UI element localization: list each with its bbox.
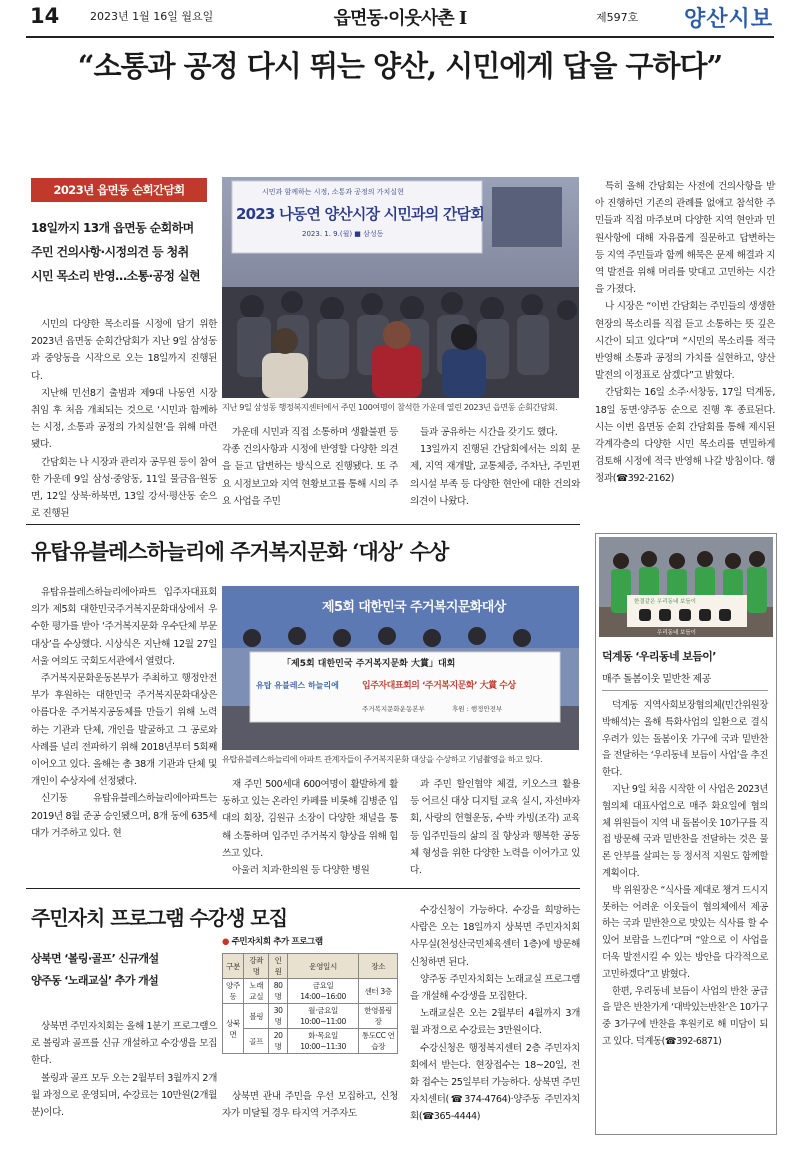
table-cell: 20명	[269, 1029, 287, 1054]
table-row	[223, 1004, 398, 1029]
sidebar-body	[602, 698, 768, 1051]
photo1-banner-line1: 시민과 함께하는 시정, 소통과 공정의 가치실현	[262, 188, 404, 196]
body-text: 특히 올해 간담회는 사전에 건의사항을 받아 진행하던 기존의 관례를 없애고 참석한 주민들과 직접 마주보며 다양한 지역 현안과 민원사항에 대해 자유롭게 질문하고 답변하는 등 지역 주민들과 함께 해묵은 문제 해결과 지역 발전을 위해 머리를 맞대고 고민하는 시간을 가졌다. 나 시장은 “이번 간담회는 주민들의 생생한 현장의 목소리를 직접 듣고 소통하는 뜻 깊은 시간이 되고 있다”며 “시민의 목소리를 적극 반영해 소통과 공정의 가치를 실현하고, 양산 발전의 이정표로 삼겠다”고 밝혔다. 간담회는 16일 소주·서창동, 17일 덕계동, 18일 동면·양주동 순으로 진행 후 종료된다. 시는 이번 읍면동 순회 간담회를 통해 제시된 각계각층의 다양한 시민 목소리를 면밀하게 검토해 시정에 적극 반영해 나갈 방침이다. 행정과(☎392-2162)	[595, 181, 775, 485]
article2-photo-caption: 유탑유블레스하늘리에 아파트 관계자들이 주거복지문화 대상을 수상하고 기념촬영을 하고 있다.	[222, 754, 543, 764]
table-header-cell: 강좌명	[243, 954, 268, 979]
masthead	[0, 0, 800, 90]
table-cell: 센터 3층	[359, 979, 398, 1004]
article1-col4	[595, 178, 775, 488]
photo2-placard-top: 「제5회 대한민국 주거복지문화 大賞」대회	[282, 659, 456, 669]
article3-col3	[410, 902, 580, 1126]
body-text: 재 주민 500세대 600여명이 활발하게 활동하고 있는 온라인 카페를 비롯해 김병준 입대의 회장, 김원규 소장이 다양한 채널을 통해 소통하며 입주민 주거복지 향상을 위해 힘쓰고 있다. 아울러 치과·한의원 등 다양한 병원	[222, 779, 398, 877]
article3-col2	[222, 1088, 398, 1122]
article3-subhead: 상북면 ‘볼링·골프’ 신규개설 양주동 ‘노래교실’ 추가 개설	[31, 952, 159, 987]
program-table-title: ● 주민자치회 추가 프로그램	[222, 937, 323, 947]
table-cell: 금요일 14:00~16:00	[287, 979, 358, 1004]
program-table	[222, 953, 398, 1054]
table-header-cell: 인원	[269, 954, 287, 979]
article2-col2	[222, 776, 398, 879]
body-text: 덕계동 지역사회보장협의체(민간위원장 박해석)는 올해 특화사업의 일환으로 결식 우려가 있는 돌봄이웃 가구에 국과 밑반찬을 전달하는 ‘우리동네 보듬이 사업’을 추진한다. 지난 9일 처음 시작한 이 사업은 2023년 협의체 대표사업으로 매주 화요일에 협의체 위원들이 지역 내 돌봄이웃 10가구를 직접 방문해 국과 밑반찬을 전달하는 것은 물론 안부를 살피는 등 정서적 지원도 함께할 계획이다. 박 위원장은 “식사를 제대로 챙겨 드시지 못하는 어려운 이웃들이 협의체에서 제공하는 국과 밑반찬으로 맛있는 식사를 할 수 있어 보람을 느낀다”며 “앞으로 이 사업을 더욱 발전시킬 수 있는 방안을 다각적으로 고민하겠다”고 밝혔다. 한편, 우리동네 보듬이 사업의 반찬 공급을 맡은 반찬가게 ‘대박있는반찬’은 10가구 중 3가구에 반찬을 후원키로 해 미담이 되고 있다. 덕계동(☎392-6871)	[602, 700, 768, 1047]
table-header-cell: 장소	[359, 954, 398, 979]
body-text: 과 주민 할인협약 체결, 키오스크 활용 등 어르신 대상 디지털 교육 실시, 자선바자회, 사랑의 헌혈운동, 수박 카빙(조각) 교육 등 입주민들의 삶의 질 향상과 행복한 공동체 형성을 위한 다양한 노력을 이어가고 있다.	[410, 779, 580, 877]
article1-col2	[222, 424, 398, 510]
table-cell: 30명	[269, 1004, 287, 1029]
table-cell: 골프	[243, 1029, 268, 1054]
article2-headline: 유탑유블레스하늘리에 주거복지문화 ‘대상’ 수상	[31, 539, 449, 564]
table-header-cell: 운영일시	[287, 954, 358, 979]
page-number: 14	[30, 4, 60, 28]
article3-headline: 주민자치 프로그램 수강생 모집	[31, 906, 288, 930]
article2-col3	[410, 776, 580, 879]
issue-date: 2023년 1월 16일 월요일	[90, 10, 214, 23]
sidebar-headline: 덕계동 ‘우리동네 보듬이’	[602, 650, 716, 663]
article1-headline: “소통과 공정 다시 뛰는 양산, 시민에게 답을 구하다”	[77, 49, 723, 83]
body-text: 들과 공유하는 시간을 갖기도 했다. 13일까지 진행된 간담회에서는 의회 문제, 지역 재개발, 교통체증, 주차난, 주민편의시설 부족 등 다양한 현안에 대한 건의와 의견이 나왔다.	[410, 427, 580, 507]
article1-tag: 2023년 읍면동 순회간담회	[31, 178, 207, 202]
article1-col3	[410, 424, 580, 510]
body-text: 가운데 시민과 직접 소통하며 생활불편 등 각종 건의사항과 시정에 반영할 다양한 의견을 듣고 답변하는 방식으로 진행됐다. 또 주요 시정보고와 지역 현황보고를 통해 시의 주요 사업을 주민	[222, 427, 398, 507]
issue-number: 제597호	[596, 11, 639, 24]
body-text: 유탑유블레스하늘리에아파트 입주자대표회의가 제5회 대한민국주거복지문화대상에서 우수한 평가를 받아 ‘주거복지문화 우수단체 부문 대상’을 수상했다. 시상식은 지난해 12월 27일 서울 여의도 국회도서관에서 열렸다. 주거복지문화운동본부가 주최하고 행정안전부가 후원하는 대한민국 주거복지문화대상은 아름다운 주거복지공동체를 만들기 위해 노력하는 기관과 단체, 개인을 발굴하고 그 공로와 사례를 널리 전파하기 위해 2018년부터 5회째 이어오고 있다. 올해는 총 38개 기관과 단체 및 개인이 수상자에 선정됐다. 신기동 유탑유블레스하늘리에아파트는 2019년 8월 준공 승인됐으며, 8개 동에 635세대가 거주하고 있다. 현	[31, 587, 217, 839]
paper-logo: 양산시보	[684, 6, 774, 32]
body-text: 상북면 관내 주민을 우선 모집하고, 신청자가 미달될 경우 타지역 거주자도	[222, 1091, 398, 1120]
table-cell: 80명	[269, 979, 287, 1004]
table-cell: 통도CC 연습장	[359, 1029, 398, 1054]
section-rule-2	[26, 888, 580, 889]
photo2-placard-host: 주거복지문화운동본부	[362, 705, 425, 713]
table-header-cell: 구분	[223, 954, 244, 979]
article1-photo	[222, 177, 579, 398]
body-text: 수강신청이 가능하다. 수강을 희망하는 사람은 오는 18일까지 상북면 주민자치회 사무실(천성산국민체육센터 1층)에 방문해 신청하면 된다. 양주동 주민자치회는 노래교실 프로그램을 개설해 수강생을 모집한다. 노래교실은 오는 2월부터 4월까지 3개월 과정으로 수강료는 3만원이다. 수강신청은 행정복지센터 2층 주민자치회에서 받는다. 현장접수는 18~20일, 전화 접수는 25일부터 가능하다. 상북면 주민자치센터(☎374-4764)·양주동 주민자치회(☎365-4444)	[410, 905, 580, 1123]
sidebar-photo	[599, 537, 773, 637]
table-cell: 한영볼링장	[359, 1004, 398, 1029]
article1-col1	[31, 316, 217, 522]
sidebar-box	[595, 533, 777, 1135]
table-cell: 볼링	[243, 1004, 268, 1029]
article1-subhead: 18일까지 13개 읍면동 순회하며 주민 건의사항·시정의견 등 청취 시민 목소리 반영…소통·공정 실현	[31, 221, 200, 283]
program-table-box	[222, 935, 398, 1054]
table-cell: 월·금요일 10:00~11:00	[287, 1004, 358, 1029]
photo1-banner-line3: 2023. 1. 9.(월) ■ 삼성동	[302, 230, 384, 238]
table-cell: 상북면	[223, 1004, 244, 1054]
article1-photo-caption: 지난 9일 삼성동 행정복지센터에서 주민 100여명이 참석한 가운데 열린 2023년 읍면동 순회간담회.	[222, 402, 558, 412]
photo2-placard-sponsor: 후원 : 행정안전부	[452, 705, 503, 713]
table-row	[223, 979, 398, 1004]
body-text: 시민의 다양한 목소리를 시정에 담기 위한 2023년 읍면동 순회간담회가 지난 9일 삼성동과 중앙동을 시작으로 오는 18일까지 진행된다. 지난해 민선8기 출범과 제9대 나동연 시장 취임 후 처음 개최되는 것으로 ‘시민과 함께하는 시정, 소통과 공정의 가치실현’을 위해 마련됐다. 간담회는 나 시장과 관리자 공무원 등이 참여한 가운데 9일 삼성·중앙동, 11일 물금읍·원동면, 12일 상북·하북면, 13일 강서·평산동 순으로 진행된	[31, 319, 217, 520]
table-cell: 양주동	[223, 979, 244, 1004]
masthead-rule	[26, 36, 774, 38]
article3-col1	[31, 1018, 217, 1121]
photo2-banner: 제5회 대한민국 주거복지문화대상	[322, 600, 506, 615]
section-title: 읍면동·이웃사촌 Ⅰ	[333, 8, 467, 29]
body-text: 상북면 주민자치회는 올해 1분기 프로그램으로 볼링과 골프를 신규 개설하고 수강생을 모집한다. 볼링과 골프 모두 오는 2월부터 3월까지 2개월 과정으로 운영되며, 수강료는 10만원(2개월분)이다.	[31, 1021, 217, 1119]
bullet-icon: ●	[222, 937, 230, 947]
sidebar-photo-banner: 한결같은 우리동네 보듬이	[634, 599, 696, 605]
sidebar-subhead: 매주 돌봄이웃 밑반찬 제공	[602, 674, 711, 685]
article2-col1	[31, 584, 217, 842]
section-rule-1	[26, 524, 580, 525]
photo1-banner-line2: 2023 나동연 양산시장 시민과의 간담회	[236, 205, 484, 223]
table-cell: 노래교실	[243, 979, 268, 1004]
sidebar-rule	[602, 690, 768, 691]
photo2-placard-brand: 유탑 유블레스 하늘리에	[256, 681, 339, 690]
table-cell: 화·목요일 10:00~11:30	[287, 1029, 358, 1054]
article2-photo	[222, 586, 579, 750]
sidebar-photo-sign: 우리동네 보듬이	[657, 630, 696, 636]
table-row	[223, 1029, 398, 1054]
photo2-placard-main: 입주자대표회의 ‘주거복지문화’ 大賞 수상	[362, 681, 516, 691]
volunteers-photo-graphic	[599, 537, 773, 637]
